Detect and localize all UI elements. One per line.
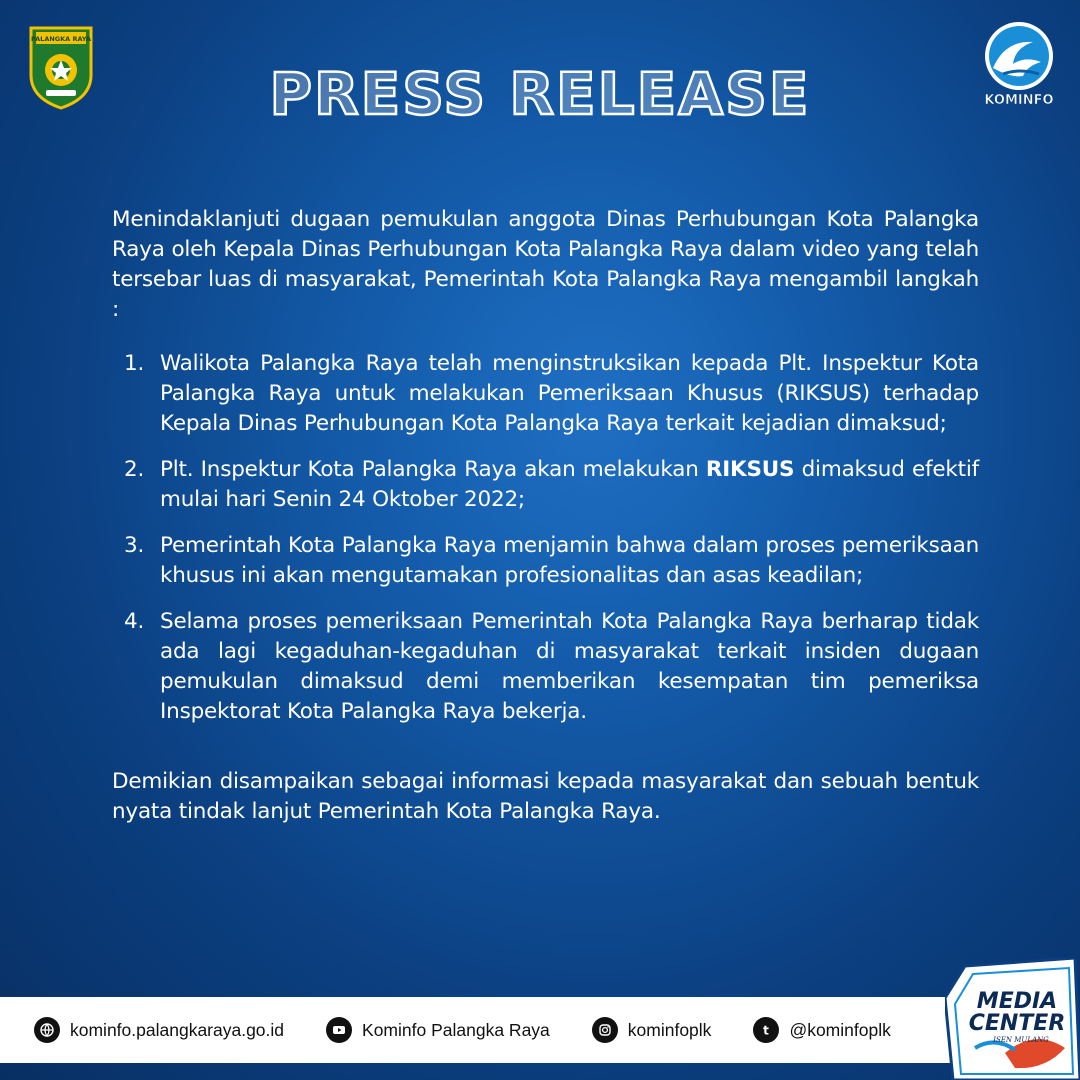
emblem-text: PALANGKA RAYA [30, 35, 92, 43]
points-list [112, 349, 979, 727]
instagram-icon [592, 1017, 618, 1043]
footer-youtube[interactable] [326, 1017, 550, 1043]
footer-instagram[interactable] [592, 1017, 712, 1043]
badge-line1: MEDIA [976, 989, 1058, 1014]
globe-icon [34, 1017, 60, 1043]
list-item-text-pre: Plt. Inspektur Kota Palangka Raya akan melakukan [160, 457, 706, 482]
list-number: 4. [124, 609, 145, 634]
footer-twitter-text: @kominfoplk [789, 1019, 891, 1040]
intro-paragraph: Menindaklanjuti dugaan pemukulan anggota Dinas Perhubungan Kota Palangka Raya oleh Kepala Dinas Perhubungan Kota Palangka Raya dalam video yang telah tersebar luas di masyarakat, Pemerintah Kota Palangka Raya mengambil langkah : [112, 207, 979, 322]
list-item-text: Walikota Palangka Raya telah menginstruksikan kepada Plt. Inspektur Kota Palangka Raya untuk melakukan Pemeriksaan Khusus (RIKSUS) terhadap Kepala Dinas Perhubungan Kota Palangka Raya terkait kejadian dimaksud; [160, 351, 979, 436]
list-item-text: Selama proses pemeriksaan Pemerintah Kota Palangka Raya berharap tidak ada lagi kegaduhan-kegaduhan di masyarakat terkait insiden dugaan pemukulan dimaksud demi memberikan kesempatan tim pemeriksa Inspektorat Kota Palangka Raya bekerja. [160, 609, 979, 724]
youtube-icon [326, 1017, 352, 1043]
tumblr-icon [753, 1017, 779, 1043]
badge-line2: CENTER [968, 1011, 1066, 1036]
list-number: 3. [124, 533, 145, 558]
list-item [112, 455, 979, 515]
kominfo-logo-text: KOMINFO [984, 93, 1054, 108]
footer-bar [0, 997, 955, 1063]
media-center-badge [945, 958, 1080, 1080]
badge-line3: ISEN MULANG [993, 1036, 1049, 1044]
footer-youtube-text: Kominfo Palangka Raya [362, 1019, 550, 1040]
list-item-text-post: dimaksud efektif mulai hari Senin 24 Oktober 2022; [160, 457, 979, 512]
closing-paragraph: Demikian disampaikan sebagai informasi kepada masyarakat dan sebuah bentuk nyata tindak lanjut Pemerintah Kota Palangka Raya. [112, 769, 979, 824]
footer-instagram-text: kominfoplk [627, 1019, 712, 1040]
riksus-bold: RIKSUS [705, 457, 795, 482]
list-item [112, 349, 979, 439]
list-number: 2. [124, 457, 145, 482]
list-item [112, 607, 979, 727]
list-item [112, 531, 979, 591]
footer-twitter[interactable] [753, 1017, 890, 1043]
press-release-body [112, 205, 979, 827]
page-title: PRESS RELEASE [269, 60, 811, 128]
svg-text:t: t [763, 1023, 770, 1038]
list-number: 1. [124, 351, 145, 376]
footer-website[interactable] [34, 1017, 284, 1043]
footer-website-text: kominfo.palangkaraya.go.id [70, 1019, 285, 1040]
list-item-text: Pemerintah Kota Palangka Raya menjamin bahwa dalam proses pemeriksaan khusus ini akan mengutamakan profesionalitas dan asas keadilan; [160, 533, 979, 588]
